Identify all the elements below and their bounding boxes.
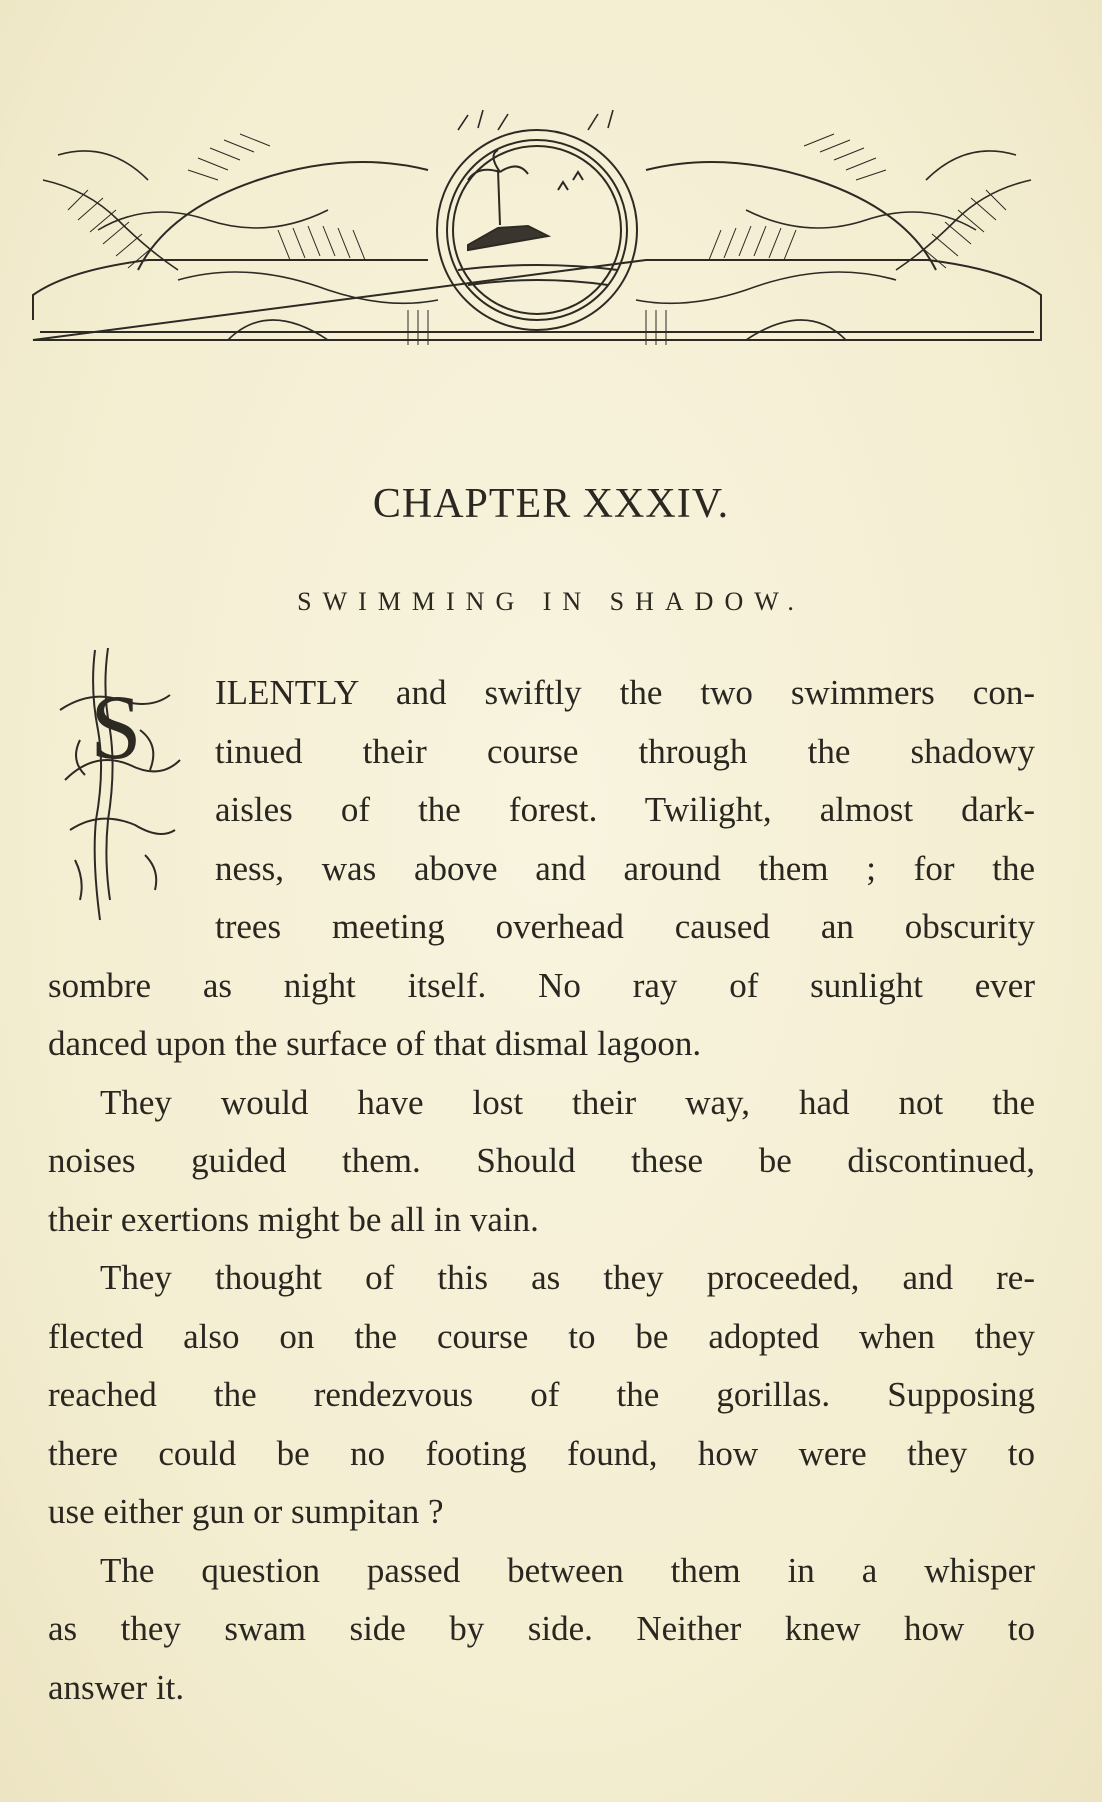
text-line-18: answer it. xyxy=(48,1668,185,1707)
text-line-7: danced upon the surface of that dismal lagoon. xyxy=(48,1024,702,1063)
text-line-6: sombre as night itself. No ray of sunlight ever xyxy=(48,966,1035,1005)
text-line-12: flected also on the course to be adopted when they xyxy=(48,1317,1035,1356)
drop-cap-letter: S xyxy=(90,676,142,778)
text-line-1: ILENTLY and swiftly the two swimmers con- xyxy=(215,673,1035,712)
decorated-initial-s xyxy=(50,630,190,930)
text-line-3: aisles of the forest. Twilight, almost dark- xyxy=(215,790,1035,829)
text-line-9: noises guided them. Should these be discontinued, xyxy=(48,1141,1035,1180)
text-line-5: trees meeting overhead caused an obscurity xyxy=(215,907,1035,946)
text-line-10: their exertions might be all in vain. xyxy=(48,1200,539,1239)
text-line-16: The question passed between them in a whisper xyxy=(100,1551,1035,1590)
text-line-8: They would have lost their way, had not the xyxy=(100,1083,1035,1122)
ornamental-headpiece xyxy=(28,110,1046,370)
text-line-11: They thought of this as they proceeded, and re- xyxy=(100,1258,1035,1297)
chapter-title: CHAPTER XXXIV. xyxy=(372,481,730,527)
text-line-4: ness, was above and around them ; for the xyxy=(215,849,1035,888)
text-line-14: there could be no footing found, how were they to xyxy=(48,1434,1035,1473)
text-line-13: reached the rendezvous of the gorillas. Supposing xyxy=(48,1375,1035,1414)
text-line-17: as they swam side by side. Neither knew how to xyxy=(48,1609,1035,1648)
text-line-2: tinued their course through the shadowy xyxy=(215,732,1035,771)
chapter-subtitle: SWIMMING IN SHADOW. xyxy=(297,587,805,616)
text-line-15: use either gun or sumpitan ? xyxy=(48,1492,444,1531)
